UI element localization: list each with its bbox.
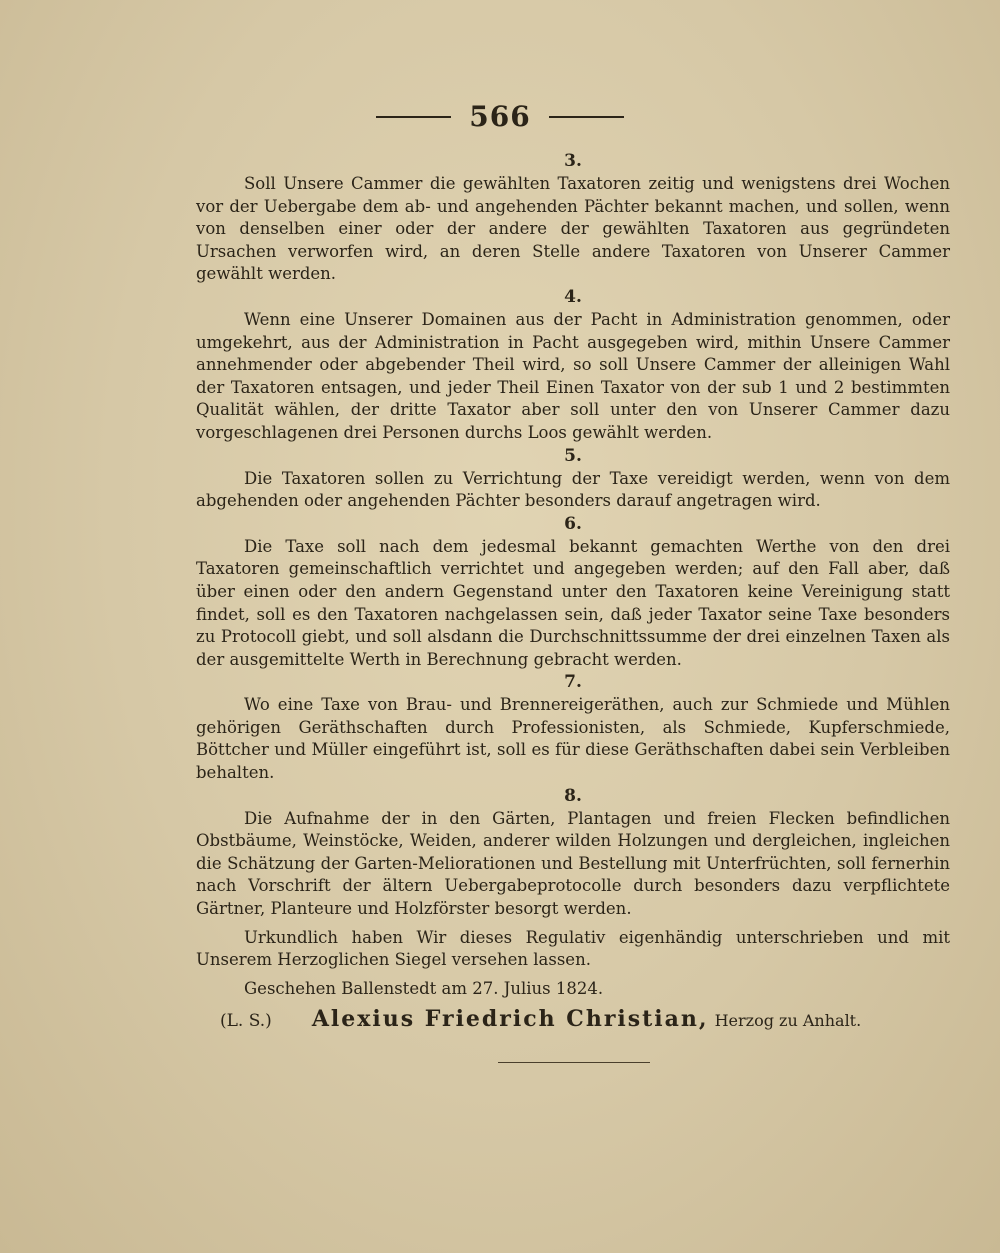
section-5 bbox=[196, 445, 950, 513]
page-header bbox=[0, 100, 1000, 133]
document-body bbox=[196, 150, 950, 1033]
signature-title: Herzog zu Anhalt. bbox=[714, 1011, 862, 1031]
page-number: 566 bbox=[469, 100, 531, 133]
section-text: Die Aufnahme der in den Gärten, Plantagen und freien Flecken befindlichen Obstbäume, Weinstöcke, Weiden, anderer wilden Holzungen und dergleichen, ingleichen die Schätzung der Garten-Meliorationen und Bestellung mit Unterfrüchten, soll fernerhin nach Vorschrift der ältern Uebergabeprotocolle durch besonders dazu verpflichtete Gärtner, Planteure und Holzförster besorgt werden. bbox=[196, 808, 950, 919]
section-text: Soll Unsere Cammer die gewählten Taxatoren zeitig und wenigstens drei Wochen vor der Uebergabe dem ab- und angehenden Pächter bekannt machen, und sollen, wenn von denselben einer oder der andere der gewählten Taxatoren aus gegründeten Ursachen verworfen wird, an deren Stelle andere Taxatoren von Unserer Cammer gewählt werden. bbox=[196, 174, 950, 284]
closing-formula: Urkundlich haben Wir dieses Regulativ eigenhändig unterschrieben und mit Unserem Herzoglichen Siegel versehen lassen. bbox=[196, 927, 950, 970]
header-rule-right bbox=[549, 116, 624, 118]
section-number: 8. bbox=[564, 785, 582, 806]
section-6 bbox=[196, 513, 950, 672]
closing-rule bbox=[498, 1062, 650, 1063]
section-number: 7. bbox=[564, 672, 582, 693]
header-rule-left bbox=[376, 116, 451, 118]
section-4 bbox=[196, 286, 950, 445]
section-number: 5. bbox=[564, 445, 582, 466]
section-number: 3. bbox=[564, 151, 582, 171]
signature-name: Alexius Friedrich Christian, bbox=[311, 1006, 709, 1033]
section-3 bbox=[196, 150, 950, 286]
section-7 bbox=[196, 671, 950, 784]
section-number: 6. bbox=[564, 513, 582, 534]
signature-block bbox=[196, 1008, 950, 1033]
dateline: Geschehen Ballenstedt am 27. Julius 1824. bbox=[244, 978, 604, 998]
section-8 bbox=[196, 785, 950, 921]
section-text: Wenn eine Unserer Domainen aus der Pacht in Administration genommen, oder umgekehrt, aus der Administration in Pacht ausgegeben wird, mithin Unsere Cammer annehmender oder abgebender Theil wird, so soll Unsere Cammer der alleinigen Wahl der Taxatoren entsagen, und jeder Theil Einen Taxator von der sub 1 und 2 bestimmten Qualität wählen, der dritte Taxator aber soll unter den von Unserer Cammer dazu vorgeschlagenen drei Personen durchs Loos gewählt werden. bbox=[196, 309, 950, 442]
seal-mark: (L. S.) bbox=[220, 1011, 272, 1032]
section-text: Die Taxe soll nach dem jedesmal bekannt gemachten Werthe von den drei Taxatoren gemeinschaftlich verrichtet und angegeben werden; auf den Fall aber, daß über einen oder den andern Gegenstand unter den Taxatoren keine Vereinigung statt findet, soll es den Taxatoren nachgelassen sein, daß jeder Taxator seine Taxe besonders zu Protocoll giebt, und soll alsdann die Durchschnittssumme der drei einzelnen Taxen als der ausgemittelte Werth in Berechnung gebracht werden. bbox=[196, 536, 950, 669]
section-text: Die Taxatoren sollen zu Verrichtung der Taxe vereidigt werden, wenn von dem abgehenden oder angehenden Pächter besonders darauf angetragen wird. bbox=[196, 468, 950, 511]
section-text: Wo eine Taxe von Brau- und Brennereigeräthen, auch zur Schmiede und Mühlen gehörigen Geräthschaften durch Professionisten, als Schmiede, Kupferschmiede, Böttcher und Müller eingeführt ist, soll es für diese Geräthschaften dabei sein Verbleiben behalten. bbox=[196, 695, 950, 783]
section-number: 4. bbox=[564, 286, 582, 307]
